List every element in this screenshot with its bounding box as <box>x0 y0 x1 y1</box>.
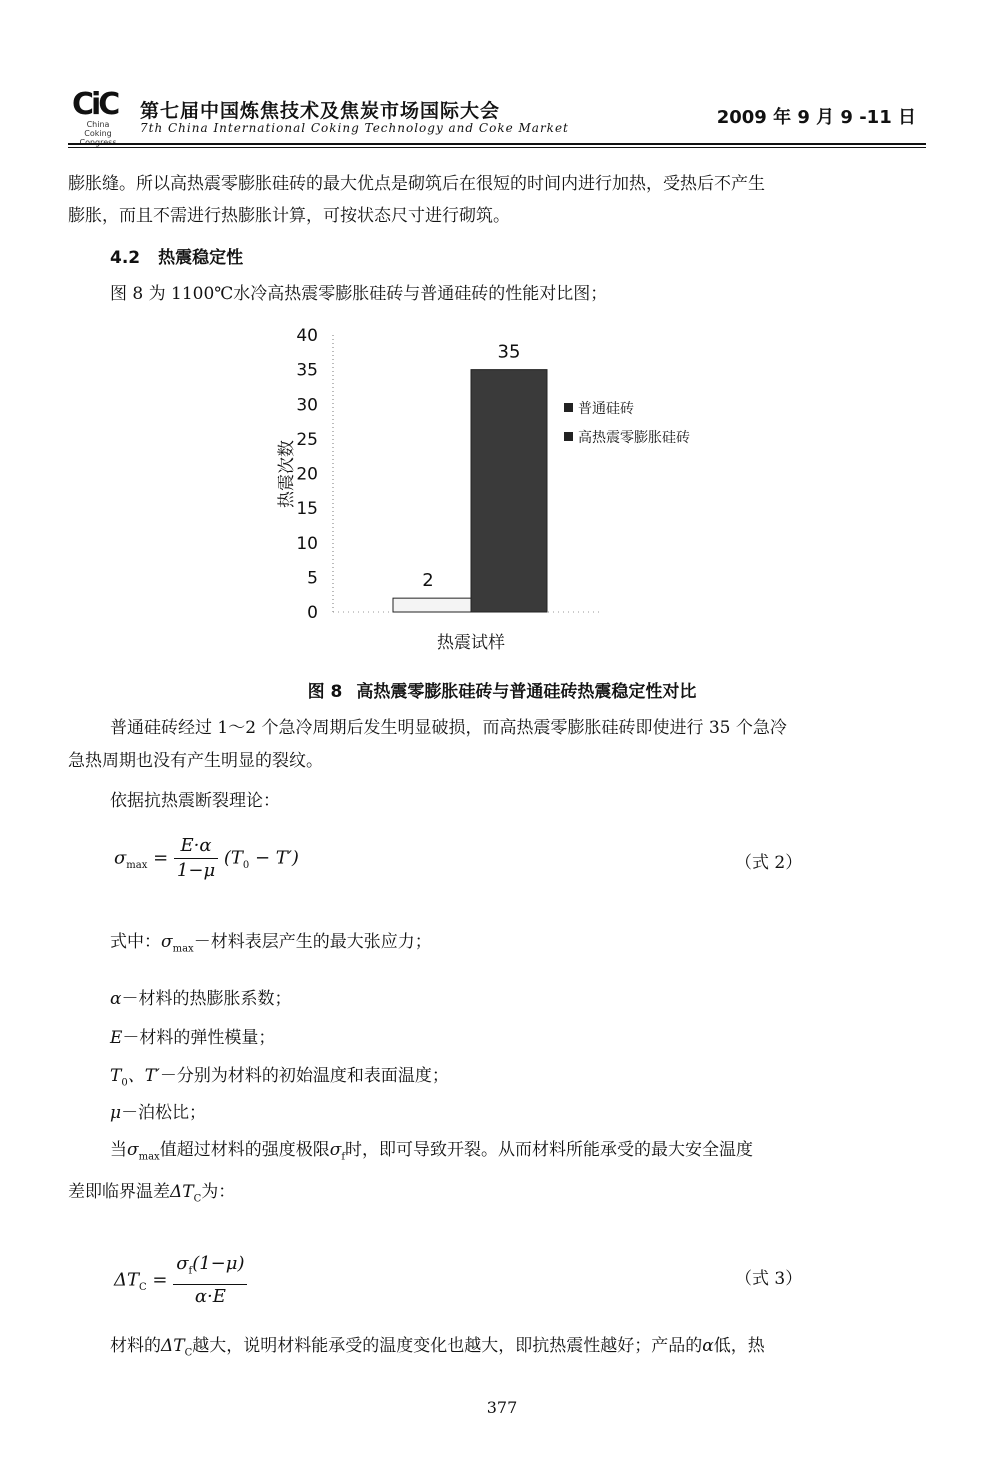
legend-swatch <box>564 432 573 441</box>
y-tick-labels <box>296 326 318 623</box>
logo-subtext: China Coking <box>84 120 112 138</box>
paragraph-line: 急热周期也没有产生明显的裂纹。 <box>68 751 323 771</box>
chart-legend <box>564 401 690 446</box>
legend-label: 高热震零膨胀硅砖 <box>578 430 690 446</box>
conference-date: 2009 年 9 月 9 -11 日 <box>716 107 916 128</box>
legend-swatch <box>564 403 573 412</box>
definition-line: 式中：$\sigma_{max}-$材料表层产生的最大张应力； <box>110 932 432 955</box>
y-tick-label: 35 <box>296 360 318 381</box>
paragraph-line: 当$\sigma_{max}$值超过材料的强度极限$\sigma_f$时，即可导致开裂。从而材料所能承受的最大安全温度 <box>110 1140 754 1163</box>
y-tick-label: 30 <box>296 395 318 416</box>
paragraph-line: 差即临界温差$\Delta T_C$为： <box>68 1182 236 1205</box>
figure-caption-text: 高热震零膨胀硅砖与普通硅砖热震稳定性对比 <box>356 682 697 702</box>
conference-title-cn: 第七届中国炼焦技术及焦炭市场国际大会 <box>140 100 501 122</box>
legend-label: 普通硅砖 <box>578 401 634 417</box>
definition-line: μ－泊松比； <box>110 1103 207 1123</box>
bar-data-label: 2 <box>422 570 434 592</box>
bar-ordinary-silica-brick <box>393 598 471 612</box>
y-tick-label: 25 <box>296 429 318 450</box>
paragraph-line: 依据抗热震断裂理论： <box>110 791 280 811</box>
y-tick-label: 15 <box>296 499 318 520</box>
x-axis-title: 热震试样 <box>437 633 505 653</box>
section-number: 4.2 <box>110 248 141 268</box>
y-axis <box>333 335 600 612</box>
figure-caption <box>0 677 1004 702</box>
thermal-shock-chart <box>0 0 1004 660</box>
equation-2: $\sigma_{max}$ = $\frac{E\cdot\alpha}{1-\mu}$ $(T_0 - T')$ <box>114 835 299 881</box>
paragraph-line: 材料的$\Delta T_C$越大，说明材料能承受的温度变化也越大，即抗热震性越好；产品的α低，热 <box>110 1336 765 1359</box>
paragraph-line: 普通硅砖经过 1～2 个急冷周期后发生明显破损，而高热震零膨胀硅砖即使进行 35 个急冷 <box>110 718 787 738</box>
definition-line: E－材料的弹性模量； <box>110 1028 276 1048</box>
paragraph-line: 图 8 为 1100℃水冷高热震零膨胀硅砖与普通硅砖的性能对比图； <box>110 284 608 304</box>
paragraph-line: 膨胀缝。所以高热震零膨胀硅砖的最大优点是砌筑后在很短的时间内进行加热，受热后不产生 <box>68 174 765 194</box>
y-tick-label: 10 <box>296 533 318 554</box>
equation-3-number: （式 3） <box>735 1269 803 1289</box>
figure-label: 图 8 <box>307 682 343 702</box>
definition-line: $T_0$、T′－分别为材料的初始温度和表面温度； <box>110 1066 449 1089</box>
page-number: 377 <box>486 1398 518 1417</box>
equation-2-number: （式 2） <box>735 853 803 873</box>
y-axis-title: 热震次数 <box>277 440 297 508</box>
equation-3: $\Delta T_C$ = $\frac{\sigma_f(1-\mu)}{\alpha\cdot E}$ <box>114 1252 247 1309</box>
logo-mark: CiC <box>72 87 118 122</box>
y-tick-label: 5 <box>307 568 318 589</box>
bar-data-label: 35 <box>497 341 521 363</box>
conference-title-en: 7th China International Coking Technology and Coke Market <box>140 121 569 135</box>
section-title: 热震稳定性 <box>158 248 244 268</box>
definition-line: α－材料的热膨胀系数； <box>110 989 292 1009</box>
bar-zero-expansion-silica-brick <box>471 370 547 612</box>
bars <box>393 370 547 612</box>
y-tick-label: 40 <box>296 326 318 346</box>
y-tick-label: 20 <box>296 464 318 485</box>
y-tick-label: 0 <box>307 603 318 623</box>
paragraph-line: 膨胀，而且不需进行热膨胀计算，可按状态尺寸进行砌筑。 <box>68 206 510 226</box>
